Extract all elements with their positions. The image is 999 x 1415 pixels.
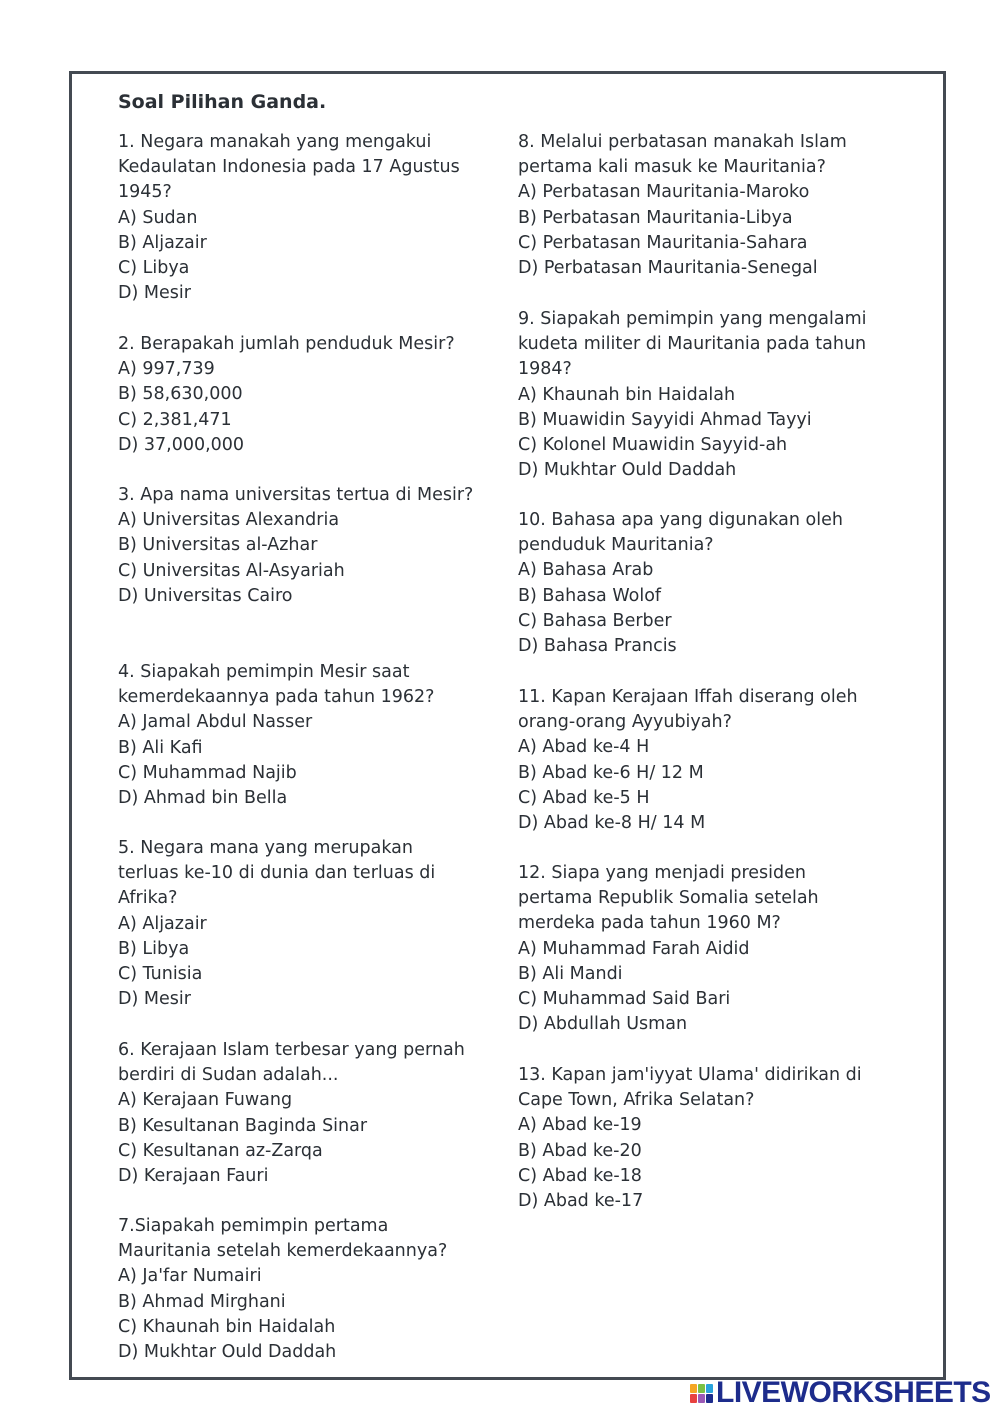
question-10-text-line: penduduk Mauritania? — [518, 535, 714, 556]
question-11-option-d[interactable]: D) Abad ke-8 H/ 14 M — [518, 813, 706, 834]
question-12-text-line: merdeka pada tahun 1960 M? — [518, 913, 781, 934]
question-3-option-c[interactable]: C) Universitas Al-Asyariah — [118, 560, 345, 581]
question-13-option-a[interactable]: A) Abad ke-19 — [518, 1115, 642, 1136]
question-11-option-c[interactable]: C) Abad ke-5 H — [518, 787, 650, 808]
question-5-text-line: Afrika? — [118, 888, 178, 909]
question-4-text-line: kemerdekaannya pada tahun 1962? — [118, 687, 435, 708]
question-7-option-c[interactable]: C) Khaunah bin Haidalah — [118, 1316, 336, 1337]
question-7-text-line: Mauritania setelah kemerdekaannya? — [118, 1241, 448, 1262]
question-9-option-b[interactable]: B) Muawidin Sayyidi Ahmad Tayyi — [518, 409, 812, 430]
question-5 — [118, 836, 503, 1012]
question-12 — [518, 861, 908, 1037]
question-3-option-b[interactable]: B) Universitas al-Azhar — [118, 535, 318, 556]
worksheet-title: Soal Pilihan Ganda. — [118, 91, 327, 113]
question-7-option-b[interactable]: B) Ahmad Mirghani — [118, 1291, 286, 1312]
question-8-text-line: pertama kali masuk ke Mauritania? — [518, 157, 826, 178]
question-9-text-line: 9. Siapakah pemimpin yang mengalami — [518, 309, 867, 329]
question-11-text-line: orang-orang Ayyubiyah? — [518, 712, 732, 733]
question-2-option-b[interactable]: B) 58,630,000 — [118, 384, 243, 405]
question-1-option-a[interactable]: A) Sudan — [118, 207, 198, 228]
question-9-option-d[interactable]: D) Mukhtar Ould Daddah — [518, 460, 737, 481]
question-9-option-c[interactable]: C) Kolonel Muawidin Sayyid-ah — [518, 435, 788, 456]
liveworksheets-logo — [690, 1376, 991, 1410]
question-9-text-line: kudeta militer di Mauritania pada tahun — [518, 334, 867, 355]
question-8-option-a[interactable]: A) Perbatasan Mauritania-Maroko — [518, 182, 810, 203]
question-7-text-line: 7.Siapakah pemimpin pertama — [118, 1216, 389, 1236]
question-4-text-line: 4. Siapakah pemimpin Mesir saat — [118, 662, 410, 682]
question-2-option-c[interactable]: C) 2,381,471 — [118, 409, 232, 430]
question-1-text-line: 1. Negara manakah yang mengakui — [118, 132, 432, 152]
question-2 — [118, 332, 503, 458]
question-13-text-line: 13. Kapan jam'iyyat Ulama' didirikan di — [518, 1065, 862, 1085]
question-5-option-a[interactable]: A) Aljazair — [118, 913, 207, 934]
question-13 — [518, 1063, 908, 1214]
question-6 — [118, 1038, 503, 1189]
question-7-option-d[interactable]: D) Mukhtar Ould Daddah — [118, 1342, 337, 1363]
question-5-option-b[interactable]: B) Libya — [118, 938, 190, 959]
question-13-option-b[interactable]: B) Abad ke-20 — [518, 1140, 642, 1161]
question-5-option-d[interactable]: D) Mesir — [118, 989, 191, 1010]
question-5-option-c[interactable]: C) Tunisia — [118, 964, 203, 985]
question-12-option-c[interactable]: C) Muhammad Said Bari — [518, 989, 731, 1010]
question-1-option-c[interactable]: C) Libya — [118, 258, 190, 279]
question-13-option-c[interactable]: C) Abad ke-18 — [518, 1165, 642, 1186]
question-11-option-b[interactable]: B) Abad ke-6 H/ 12 M — [518, 762, 704, 783]
question-5-text-line: 5. Negara mana yang merupakan — [118, 838, 413, 858]
question-1-text-line: Kedaulatan Indonesia pada 17 Agustus — [118, 157, 460, 178]
question-11 — [518, 685, 908, 836]
question-6-option-b[interactable]: B) Kesultanan Baginda Sinar — [118, 1115, 368, 1136]
question-1-option-b[interactable]: B) Aljazair — [118, 232, 207, 253]
question-8-text-line: 8. Melalui perbatasan manakah Islam — [518, 132, 847, 152]
question-7 — [118, 1214, 503, 1365]
question-1 — [118, 130, 503, 306]
question-10 — [518, 508, 908, 659]
question-12-text-line: 12. Siapa yang menjadi presiden — [518, 863, 806, 883]
question-12-option-a[interactable]: A) Muhammad Farah Aidid — [518, 938, 750, 959]
question-12-text-line: pertama Republik Somalia setelah — [518, 888, 819, 909]
question-9 — [518, 307, 908, 483]
question-8-option-c[interactable]: C) Perbatasan Mauritania-Sahara — [518, 232, 808, 253]
question-9-text-line: 1984? — [518, 359, 572, 380]
question-8-option-b[interactable]: B) Perbatasan Mauritania-Libya — [518, 207, 793, 228]
question-9-option-a[interactable]: A) Khaunah bin Haidalah — [518, 384, 736, 405]
question-6-option-a[interactable]: A) Kerajaan Fuwang — [118, 1090, 293, 1111]
question-4-option-d[interactable]: D) Ahmad bin Bella — [118, 788, 288, 809]
question-10-option-a[interactable]: A) Bahasa Arab — [518, 560, 654, 581]
question-1-option-d[interactable]: D) Mesir — [118, 283, 191, 304]
question-10-text-line: 10. Bahasa apa yang digunakan oleh — [518, 510, 843, 530]
question-3-option-a[interactable]: A) Universitas Alexandria — [118, 510, 340, 531]
question-4-option-c[interactable]: C) Muhammad Najib — [118, 762, 297, 783]
question-1-text-line: 1945? — [118, 182, 172, 203]
question-4-option-a[interactable]: A) Jamal Abdul Nasser — [118, 712, 313, 733]
question-13-option-d[interactable]: D) Abad ke-17 — [518, 1191, 644, 1212]
question-11-option-a[interactable]: A) Abad ke-4 H — [518, 737, 650, 758]
question-6-text-line: 6. Kerajaan Islam terbesar yang pernah — [118, 1040, 465, 1060]
liveworksheets-logo-icon — [690, 1384, 713, 1403]
question-8-option-d[interactable]: D) Perbatasan Mauritania-Senegal — [518, 258, 818, 279]
question-10-option-b[interactable]: B) Bahasa Wolof — [518, 585, 662, 606]
question-10-option-d[interactable]: D) Bahasa Prancis — [518, 636, 677, 657]
question-13-text-line: Cape Town, Afrika Selatan? — [518, 1090, 755, 1111]
question-4 — [118, 660, 503, 811]
question-6-text-line: berdiri di Sudan adalah... — [118, 1065, 339, 1086]
question-2-option-a[interactable]: A) 997,739 — [118, 359, 215, 380]
question-11-text-line: 11. Kapan Kerajaan Iffah diserang oleh — [518, 687, 858, 707]
question-3 — [118, 483, 503, 609]
question-3-text-line: 3. Apa nama universitas tertua di Mesir? — [118, 485, 474, 505]
liveworksheets-logo-text: LIVEWORKSHEETS — [716, 1376, 991, 1409]
question-8 — [518, 130, 908, 281]
question-5-text-line: terluas ke-10 di dunia dan terluas di — [118, 863, 436, 884]
question-12-option-d[interactable]: D) Abdullah Usman — [518, 1014, 688, 1035]
question-7-option-a[interactable]: A) Ja'far Numairi — [118, 1266, 262, 1287]
question-4-option-b[interactable]: B) Ali Kafi — [118, 737, 203, 758]
question-2-text-line: 2. Berapakah jumlah penduduk Mesir? — [118, 334, 455, 354]
question-6-option-c[interactable]: C) Kesultanan az-Zarqa — [118, 1140, 323, 1161]
question-10-option-c[interactable]: C) Bahasa Berber — [518, 610, 672, 631]
question-12-option-b[interactable]: B) Ali Mandi — [518, 963, 623, 984]
question-6-option-d[interactable]: D) Kerajaan Fauri — [118, 1166, 269, 1187]
question-3-option-d[interactable]: D) Universitas Cairo — [118, 585, 293, 606]
question-2-option-d[interactable]: D) 37,000,000 — [118, 434, 245, 455]
